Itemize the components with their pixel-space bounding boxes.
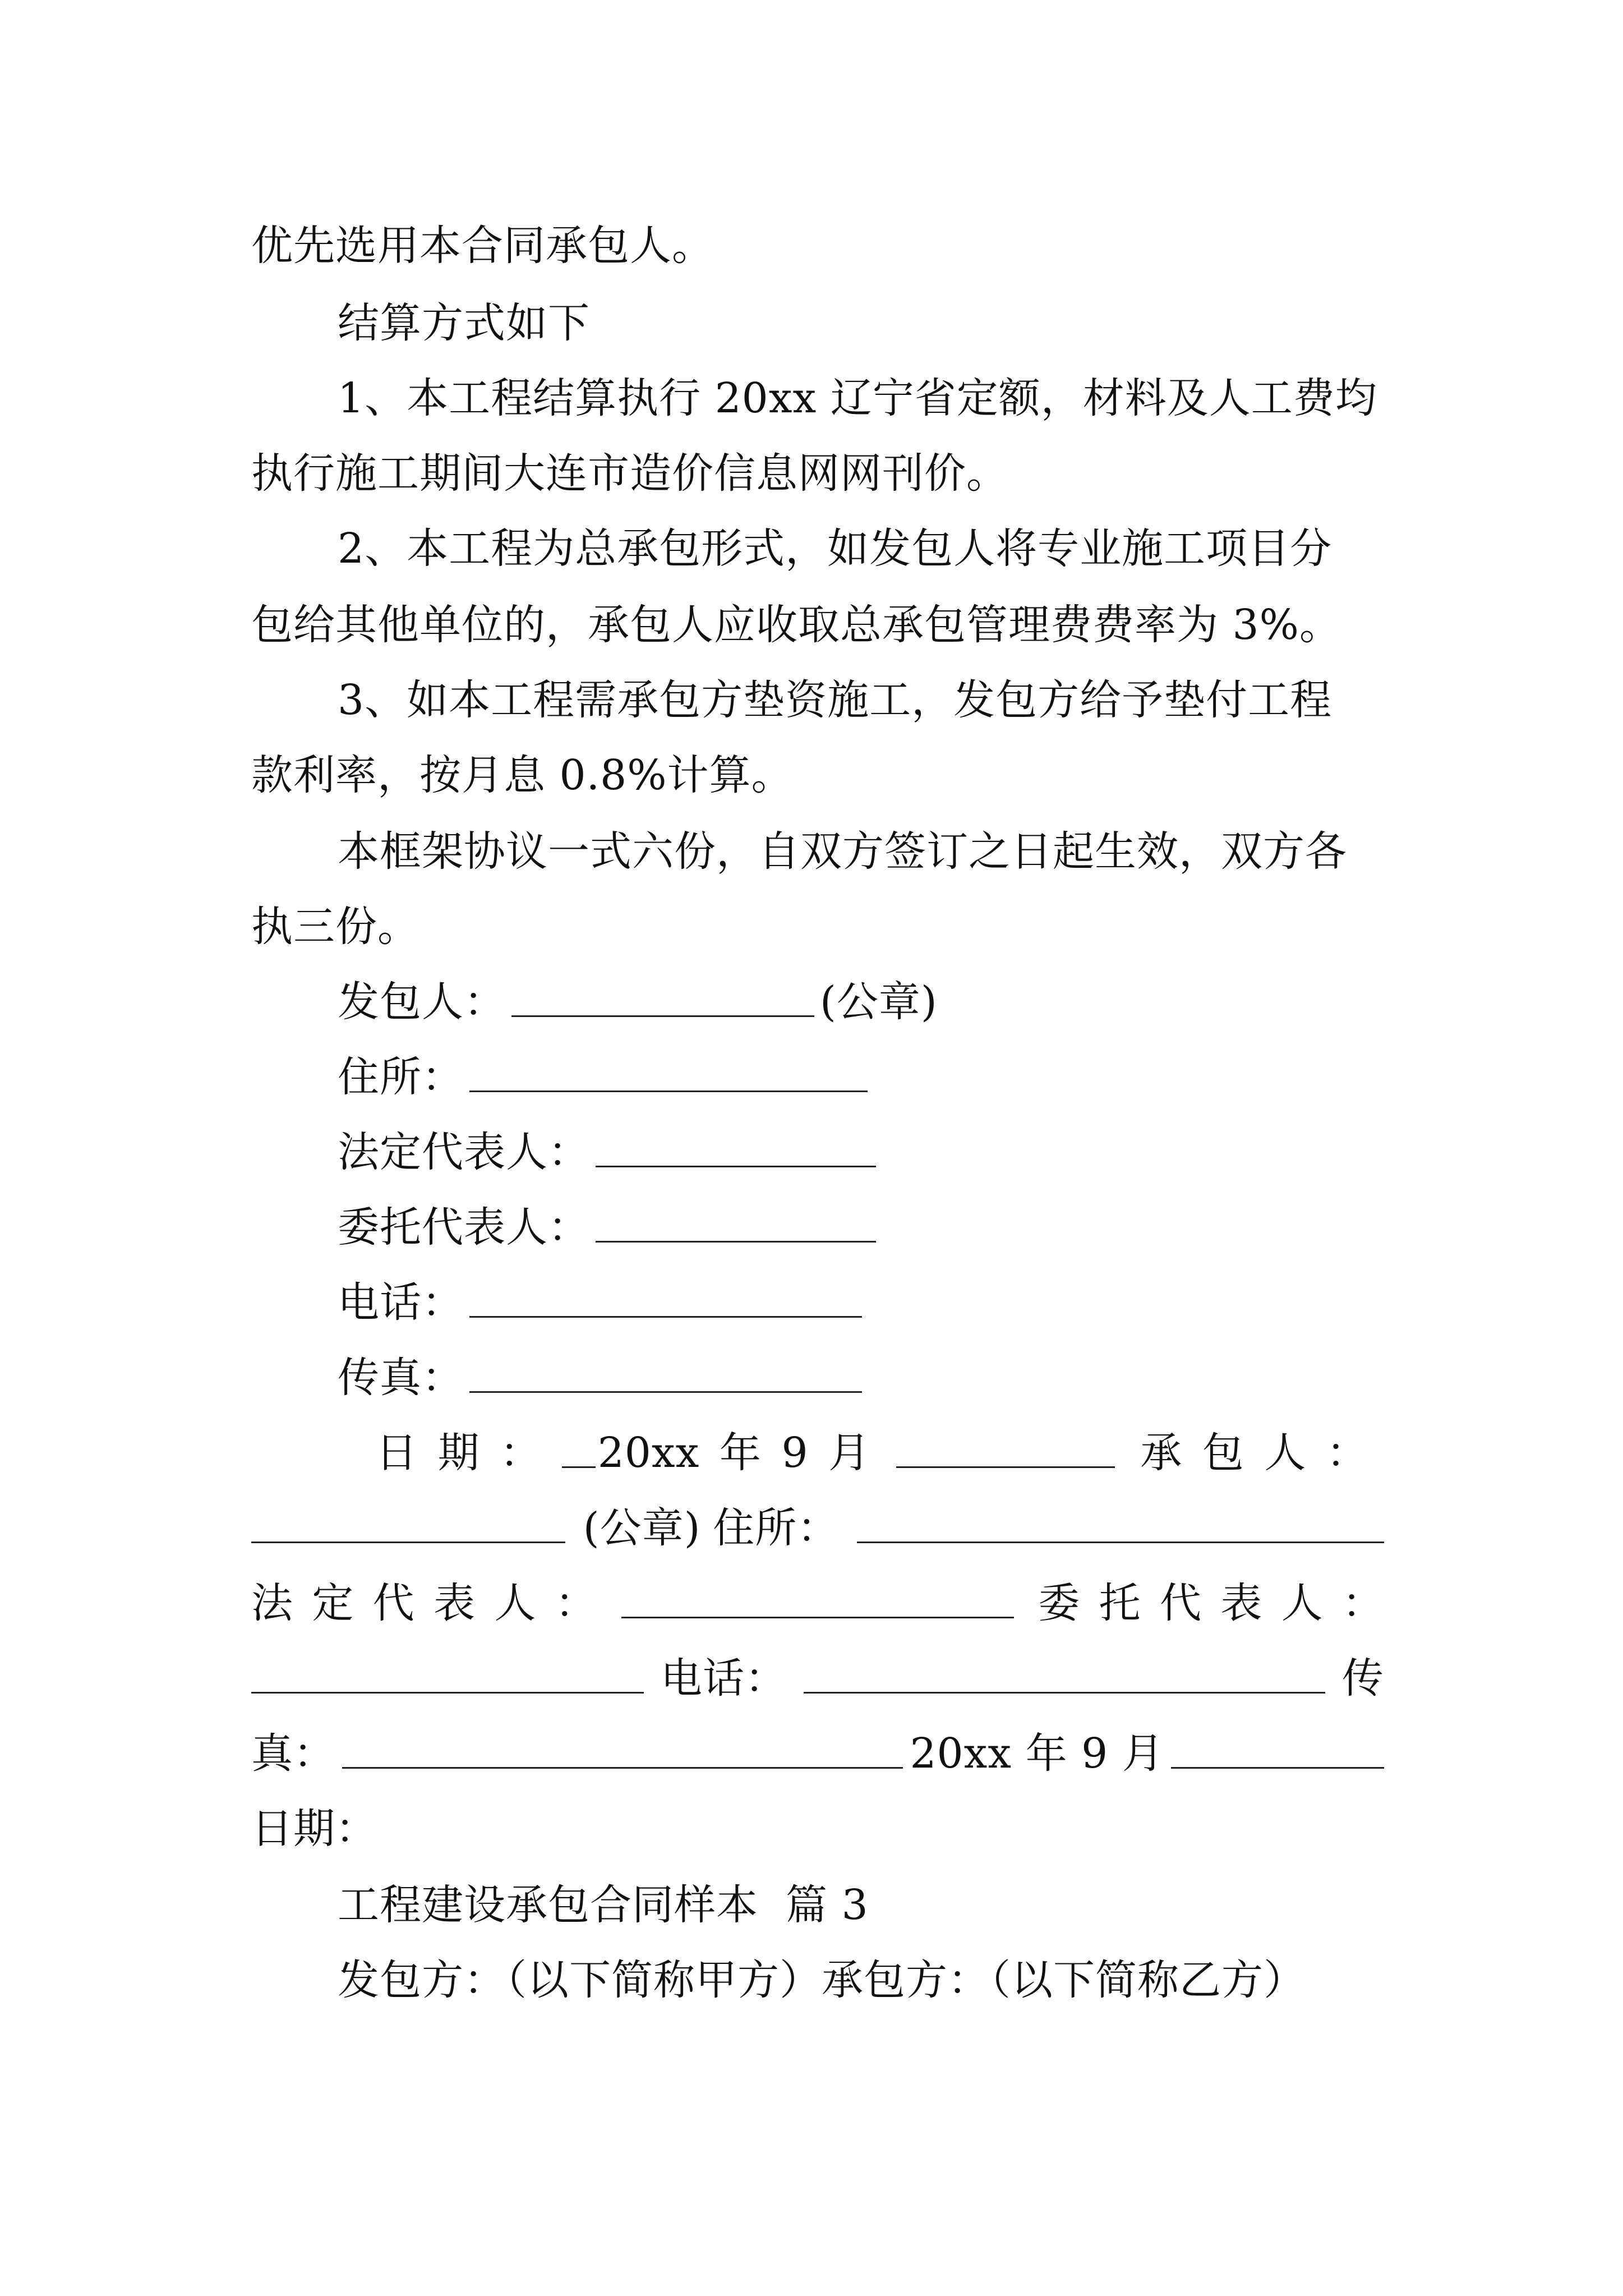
paragraph-line: 优先选用本合同承包人。 bbox=[251, 222, 714, 270]
field-label: 住所： bbox=[713, 1504, 840, 1552]
field-label: 住所： bbox=[338, 1053, 464, 1101]
year-fill bbox=[562, 1426, 700, 1480]
authorized-rep-field bbox=[338, 1200, 1459, 1254]
text-char: ： bbox=[500, 1429, 542, 1477]
field-label: 真： bbox=[251, 1729, 335, 1778]
blank-line bbox=[896, 1466, 1115, 1468]
text-char: 表 bbox=[1220, 1579, 1263, 1627]
paragraph-line: 包给其他单位的，承包人应收取总承包管理费费率为 3%。 bbox=[251, 601, 1341, 649]
blank-line bbox=[469, 1391, 862, 1393]
blank-line bbox=[342, 1767, 903, 1769]
blank-line bbox=[511, 1015, 814, 1017]
paragraph-line: 执行施工期间大连市造价信息网网刊价。 bbox=[251, 449, 1008, 498]
date-contractor-line bbox=[376, 1426, 1368, 1480]
text-char: 人 bbox=[494, 1579, 537, 1627]
blank-line bbox=[621, 1617, 1014, 1618]
text-char: 定 bbox=[312, 1579, 354, 1627]
parties-line: 发包方：（以下简称甲方）承包方：（以下简称乙方） bbox=[338, 1956, 1306, 2004]
phone-field bbox=[338, 1276, 1459, 1329]
field-label: 法定代表人： bbox=[338, 1128, 590, 1176]
paragraph-line: 本框架协议一式六份，自双方签订之日起生效，双方各 bbox=[338, 827, 1347, 876]
text-char: 承 bbox=[1140, 1429, 1183, 1477]
field-label: 电话： bbox=[661, 1654, 787, 1703]
legal-rep-field bbox=[338, 1125, 1459, 1179]
blank-line bbox=[596, 1166, 876, 1167]
text-char: 委 bbox=[1038, 1579, 1081, 1627]
employer-field bbox=[338, 975, 1459, 1029]
text-char: 人 bbox=[1281, 1579, 1324, 1627]
blank-line bbox=[251, 1542, 565, 1543]
blank-line bbox=[596, 1241, 876, 1243]
text-char: 表 bbox=[433, 1579, 476, 1627]
text-char: ： bbox=[1341, 1579, 1384, 1627]
section-title: 工程建设承包合同样本 篇 3 bbox=[338, 1881, 869, 1929]
text-char: 传 bbox=[1342, 1654, 1384, 1703]
field-label: 委托代表人： bbox=[338, 1203, 590, 1251]
paragraph-line: 2、本工程为总承包形式，如发包人将专业施工项目分 bbox=[338, 524, 1332, 573]
blank-line bbox=[469, 1316, 862, 1318]
text-char: ： bbox=[1326, 1429, 1368, 1477]
blank-line bbox=[857, 1542, 1384, 1543]
text-char: ： bbox=[555, 1579, 597, 1627]
text-char: 托 bbox=[1099, 1579, 1141, 1627]
seal-address-line bbox=[251, 1501, 1384, 1555]
paragraph-line: 3、如本工程需承包方垫资施工，发包方给予垫付工程 bbox=[338, 676, 1332, 724]
seal-note: (公章) bbox=[583, 1504, 701, 1552]
fax-date-line bbox=[251, 1727, 1384, 1780]
fax-field bbox=[338, 1351, 1459, 1405]
text-char: 包 bbox=[1202, 1429, 1244, 1477]
text-char: 月 bbox=[828, 1429, 871, 1477]
blank-line bbox=[804, 1692, 1325, 1694]
blank-line bbox=[469, 1091, 868, 1092]
field-label: 传真： bbox=[338, 1354, 464, 1402]
blank-line bbox=[251, 1692, 644, 1694]
paragraph-line: 1、本工程结算执行 20xx 辽宁省定额，材料及人工费均 bbox=[338, 374, 1377, 422]
text-char: 9 bbox=[781, 1429, 809, 1477]
blank-line bbox=[562, 1466, 596, 1468]
text-char: 人 bbox=[1264, 1429, 1307, 1477]
text-char: 期 bbox=[437, 1429, 480, 1477]
text-char: 法 bbox=[251, 1579, 293, 1627]
seal-note: (公章) bbox=[820, 978, 938, 1026]
field-label: 发包人： bbox=[338, 978, 506, 1026]
address-field bbox=[338, 1050, 1459, 1104]
section-heading: 结算方式如下 bbox=[338, 299, 590, 347]
field-label: 电话： bbox=[338, 1278, 464, 1327]
text-char: 代 bbox=[1159, 1579, 1202, 1627]
paragraph-line: 执三份。 bbox=[251, 903, 419, 951]
text-char: 日 bbox=[376, 1429, 418, 1477]
date-label-line: 日期： bbox=[251, 1805, 377, 1853]
date-text: 20xx 年 9 月 bbox=[910, 1729, 1164, 1778]
phone-fax-line bbox=[251, 1651, 1384, 1705]
text-char: 年 bbox=[719, 1429, 762, 1477]
year-text: 20xx bbox=[597, 1429, 700, 1477]
representatives-line bbox=[251, 1576, 1384, 1630]
paragraph-line: 款利率，按月息 0.8%计算。 bbox=[251, 751, 794, 799]
blank-line bbox=[1171, 1767, 1384, 1769]
text-char: 代 bbox=[372, 1579, 415, 1627]
